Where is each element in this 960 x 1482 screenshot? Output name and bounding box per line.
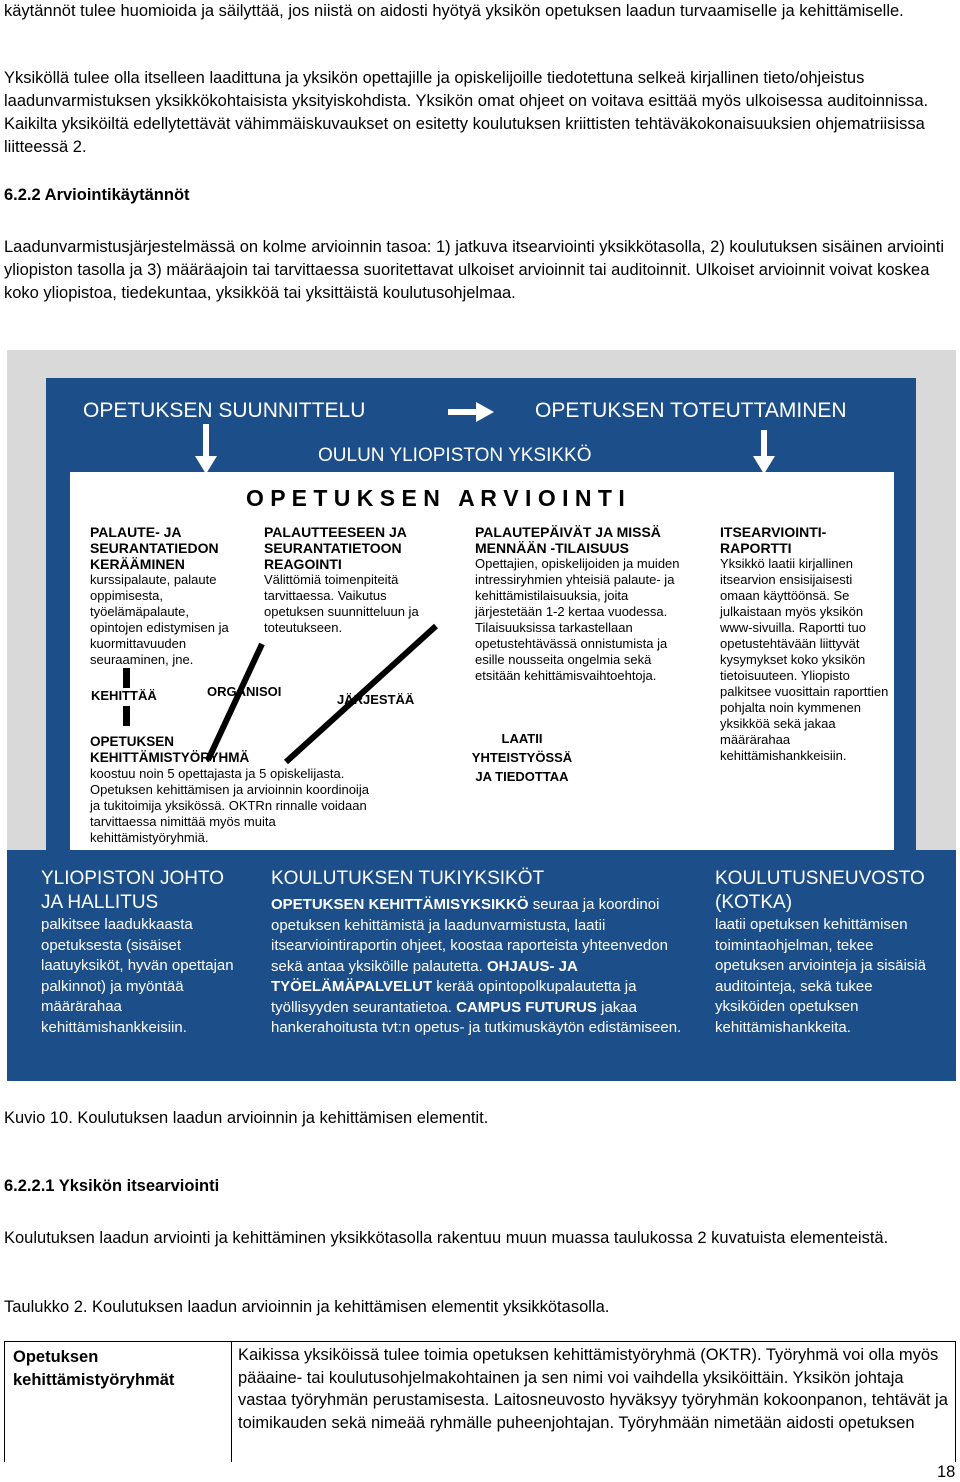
table-caption: Taulukko 2. Koulutuksen laadun arvioinnin ja kehittämisen elementit yksikkötasolla. (4, 1298, 610, 1316)
campus-futurus-text: jakaa hankerahoitusta tvt:n opetus- ja tutkimuskäytön edistämiseen. (271, 998, 682, 1036)
planning-label: OPETUKSEN SUUNNITTELU (83, 399, 366, 422)
campus-futurus-name: CAMPUS FUTURUS (456, 998, 597, 1016)
support-units-title: KOULUTUKSEN TUKIYKSIKÖT (271, 868, 545, 889)
arrow-right-icon (448, 400, 496, 424)
university-leadership-title: YLIOPISTON JOHTO JA HALLITUS (41, 868, 225, 913)
implementation-label: OPETUKSEN TOTEUTTAMINEN (535, 399, 847, 422)
feedback-reaction-text: Välittömiä toimenpiteitä tarvittaessa. Vaikutus opetuksen suunnitteluun ja toteutukseen. (264, 572, 419, 635)
feedback-days-block (475, 524, 695, 684)
self-evaluation-report-text: Yksikkö laatii kirjallinen itsearvion ensisijaisesti omaan käyttöönsä. Se julkaistaan myös yksikön www-sivuilla. Raportti tuo opetustehtävään liittyvät kysymykset koko yksikön tietoisuuteen. Yliopisto palkitsee vuosittain raporttien pohjalta noin kymmenen yksikköä sekä jakaa määrärahaa kehittämishankkeisiin. (720, 556, 889, 763)
table-row-head-cell (5, 1342, 232, 1462)
figure-caption: Kuvio 10. Koulutuksen laadun arvioinnin ja kehittämisen elementit. (4, 1109, 489, 1127)
guidance-services-name: OHJAUS- JA TYÖELÄMÄPALVELUT (271, 957, 578, 995)
development-group-block (90, 734, 380, 846)
feedback-days-text: Opettajien, opiskelijoiden ja muiden intressiryhmien yhteisiä palaute- ja kehittämistilaisuuksia, joita järjestetään 1-2 kertaa vuodessa. Tilaisuuksissa tarkastellaan opetustehtävässä onnistumista ja esille nousseita ongelmia sekä etsitään kehittämisvaihtoehtoja. (475, 556, 680, 683)
intro-paragraph-2: Yksiköllä tulee olla itselleen laadittuna ja yksikön opettajille ja opiskelijoille tiedotettuna selkeä kirjallinen tieto/ohjeistus laadunvarmistuksen yksikkökohtaisista yksityiskohdista. Yksikön omat ohjeet on voitava esittää myös ulkoisessa auditoinnissa. Kaikilta yksiköiltä edellytettävät vähimmäiskuvaukset on esitetty koulutuksen kriittisten tehtäväkokonaisuuksien ohjematriisissa liitteessä 2. (4, 69, 929, 156)
university-leadership-block (41, 867, 246, 1038)
university-leadership-text: palkitsee laadukkaasta opetuksesta (sisäiset laatuyksiköt, hyvän opettajan palkinnot) ja myöntää määrärahaa kehittämishankkeisiin. (41, 916, 234, 1036)
feedback-reaction-title: PALAUTTEESEEN JA SEURANTATIETOON REAGOINTI (264, 524, 407, 572)
education-council-title: KOULUTUSNEUVOSTO (KOTKA) (715, 868, 925, 913)
arrow-down-left-icon (193, 424, 219, 476)
development-group-text: koostuu noin 5 opettajasta ja 5 opiskelijasta. Opetuksen kehittämisen ja arvioinnin koordinoija ja tukitoimija yksikössä. OKTRn rinnalle voidaan tarvittaessa nimittää myös muita kehittämistyöryhmiä. (90, 766, 369, 845)
unit-label: OULUN YLIOPISTON YKSIKKÖ (318, 445, 592, 466)
intro-paragraph-1: käytännöt tulee huomioida ja säilyttää, jos niistä on aidosti hyötyä yksikön opetuksen laadun turvaamiselle ja kehittämiselle. (4, 2, 904, 20)
evaluation-title: O P E T U K S E N A R V I O I N T I (246, 485, 625, 511)
arranges-label: JÄRJESTÄÄ (337, 692, 415, 707)
feedback-collection-text: kurssipalaute, palaute oppimisesta, työelämäpalaute, opintojen edistymisen ja kuormittavuuden seuraaminen, jne. (90, 572, 229, 667)
self-evaluation-report-block (720, 524, 890, 764)
elements-table (4, 1341, 956, 1462)
guidance-services-text: kerää opintopolkupalautetta ja työllisyyden seurantatietoa. (271, 978, 637, 1016)
table-row-head: Opetuksen kehittämistyöryhmät (13, 1348, 175, 1389)
education-council-text: laatii opetuksen kehittämisen toimintaohjelman, tekee opetuksen arviointeja ja sisäisiä auditointeja, sekä tukee yksiköiden opetuksen kehittämishankkeita. (715, 916, 926, 1036)
support-units-block (271, 867, 701, 1039)
section-6221-body: Koulutuksen laadun arviointi ja kehittäminen yksikkötasolla rakentuu muun muassa taulukossa 2 kuvatuista elementeistä. (4, 1229, 889, 1247)
feedback-collection-title: PALAUTE- JA SEURANTATIEDON KERÄÄMINEN (90, 524, 219, 572)
section-622-body: Laadunvarmistusjärjestelmässä on kolme arvioinnin tasoa: 1) jatkuva itsearviointi yksikkötasolla, 2) koulutuksen sisäinen arviointi yliopiston tasolla ja 3) määräajoin tai tarvittaessa suoritettavat ulkoiset arvioinnit tai auditoinnit. Ulkoiset arvioinnit voivat koskea koko yliopistoa, tiedekuntaa, yksikköä tai yksittäistä koulutusohjelmaa. (4, 238, 945, 302)
prepares-informs-label: LAATII YHTEISTYÖSSÄ JA TIEDOTTAA (471, 731, 573, 784)
feedback-days-title: PALAUTEPÄIVÄT JA MISSÄ MENNÄÄN -TILAISUUS (475, 524, 661, 556)
develops-label: KEHITTÄÄ (91, 688, 157, 703)
teaching-development-unit-text: seuraa ja koordinoi opetuksen kehittämistä ja laadunvarmistusta, laatii itsearviointiraportin ohjeet, koostaa raporteista yhteenvedon sekä antaa yksiköille palautetta. (271, 896, 668, 975)
education-council-block (715, 867, 940, 1038)
section-heading-6221: 6.2.2.1 Yksikön itsearviointi (4, 1177, 220, 1195)
self-evaluation-report-title: ITSEARVIOINTI- RAPORTTI (720, 524, 827, 556)
organizes-label: ORGANISOI (207, 684, 282, 699)
arrow-down-right-icon (751, 430, 777, 476)
table-row-text: Kaikissa yksiköissä tulee toimia opetuksen kehittämistyöryhmä (OKTR). Työryhmä voi olla myös pääaine- tai koulutusohjelmakohtainen ja sen nimi voi vaihdella yksiköittäin. Yksikön johtaja vastaa työryhmän perustamisesta. Laitosneuvosto hyväksyy työryhmän kokoonpanon, tehtävät ja toimikauden sekä nimeää ryhmälle puheenjohtajan. Työryhmään nimetään aidosti opetuksen (238, 1346, 948, 1433)
section-heading-622: 6.2.2 Arviointikäytännöt (4, 186, 190, 204)
development-group-title: OPETUKSEN KEHITTÄMISTYÖRYHMÄ (90, 734, 250, 765)
page-number: 18 (937, 1463, 956, 1481)
teaching-development-unit-name: OPETUKSEN KEHITTÄMISYKSIKKÖ (271, 896, 529, 913)
